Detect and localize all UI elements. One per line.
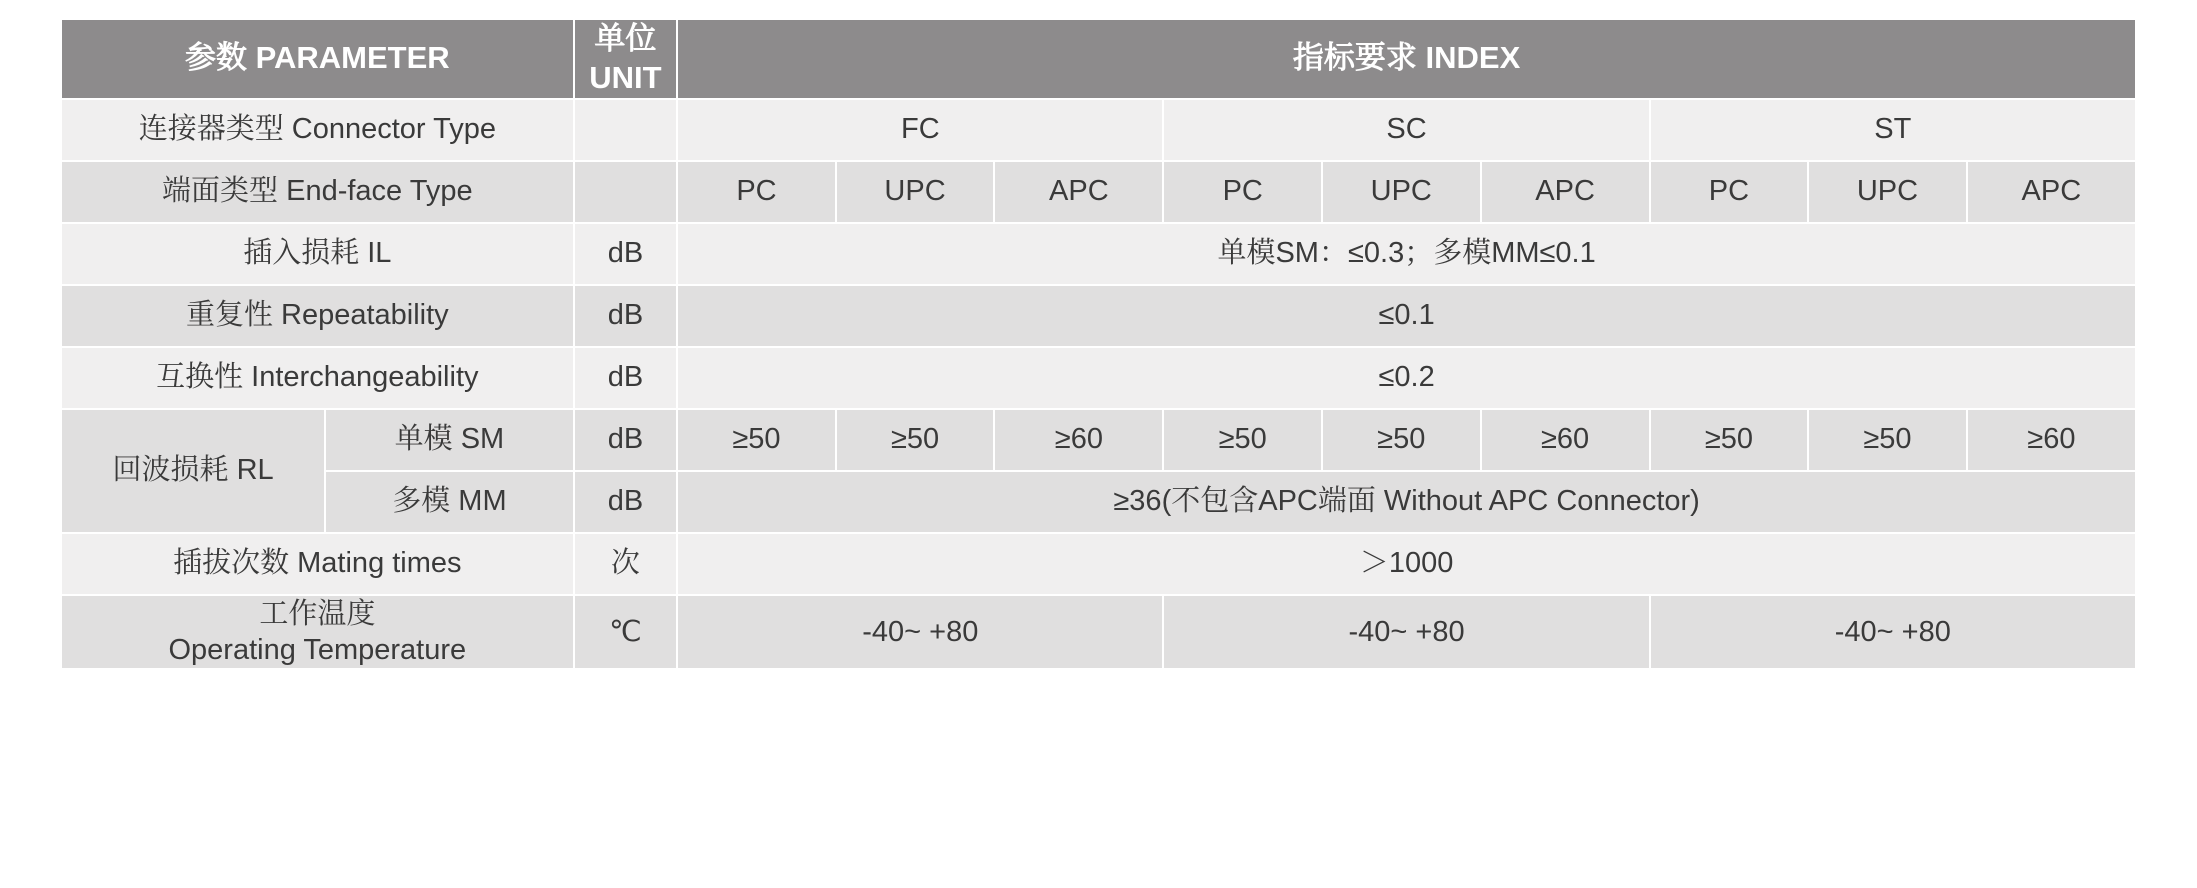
- header-parameter: 参数 PARAMETER: [61, 19, 574, 99]
- row-unit-endface-type: [574, 161, 678, 223]
- cell-endface-st-apc: APC: [1967, 161, 2136, 223]
- row-unit-return-loss-sm: dB: [574, 409, 678, 471]
- row-unit-repeatability: dB: [574, 285, 678, 347]
- row-label-connector-type: 连接器类型 Connector Type: [61, 99, 574, 161]
- row-label-return-loss: 回波损耗 RL: [61, 409, 325, 533]
- row-label-repeatability: 重复性 Repeatability: [61, 285, 574, 347]
- row-label-endface-type: 端面类型 End-face Type: [61, 161, 574, 223]
- row-sublabel-multi-mode: 多模 MM: [325, 471, 573, 533]
- specification-table: [60, 18, 2137, 670]
- row-label-operating-temperature: [61, 595, 574, 670]
- cell-rl-sm-st-apc: ≥60: [1967, 409, 2136, 471]
- header-unit-line1: 单位: [594, 21, 657, 56]
- operating-temperature-label-cn: 工作温度: [259, 597, 376, 630]
- cell-endface-st-upc: UPC: [1808, 161, 1967, 223]
- cell-rl-sm-fc-pc: ≥50: [677, 409, 836, 471]
- cell-temp-fc: -40~ +80: [677, 595, 1163, 670]
- header-unit-line2: UNIT: [589, 59, 662, 95]
- row-insertion-loss: [61, 223, 2136, 285]
- row-sublabel-single-mode: 单模 SM: [325, 409, 573, 471]
- cell-endface-st-pc: PC: [1650, 161, 1809, 223]
- cell-connector-sc: SC: [1163, 99, 1649, 161]
- header-index: 指标要求 INDEX: [677, 19, 2136, 99]
- cell-rl-sm-sc-apc: ≥60: [1481, 409, 1650, 471]
- cell-endface-sc-pc: PC: [1163, 161, 1322, 223]
- row-interchangeability: [61, 347, 2136, 409]
- row-unit-return-loss-mm: dB: [574, 471, 678, 533]
- cell-endface-sc-upc: UPC: [1322, 161, 1481, 223]
- cell-connector-fc: FC: [677, 99, 1163, 161]
- cell-rl-sm-fc-apc: ≥60: [994, 409, 1163, 471]
- row-label-insertion-loss: 插入损耗 IL: [61, 223, 574, 285]
- cell-endface-fc-pc: PC: [677, 161, 836, 223]
- cell-rl-sm-sc-upc: ≥50: [1322, 409, 1481, 471]
- cell-endface-fc-apc: APC: [994, 161, 1163, 223]
- header-unit: [574, 19, 678, 99]
- cell-repeatability-value: ≤0.1: [677, 285, 2136, 347]
- cell-connector-st: ST: [1650, 99, 2136, 161]
- cell-interchangeability-value: ≤0.2: [677, 347, 2136, 409]
- cell-temp-st: -40~ +80: [1650, 595, 2136, 670]
- row-unit-mating-times: 次: [574, 533, 678, 595]
- row-endface-type: [61, 161, 2136, 223]
- cell-endface-sc-apc: APC: [1481, 161, 1650, 223]
- row-unit-interchangeability: dB: [574, 347, 678, 409]
- row-return-loss-mm: [61, 471, 2136, 533]
- operating-temperature-label-en: Operating Temperature: [168, 633, 467, 666]
- row-label-mating-times: 插拔次数 Mating times: [61, 533, 574, 595]
- cell-insertion-loss-value: 单模SM：≤0.3；多模MM≤0.1: [677, 223, 2136, 285]
- cell-rl-mm-value: ≥36(不包含APC端面 Without APC Connector): [677, 471, 2136, 533]
- cell-rl-sm-st-upc: ≥50: [1808, 409, 1967, 471]
- table-header-row: [61, 19, 2136, 99]
- row-operating-temperature: [61, 595, 2136, 670]
- row-label-interchangeability: 互换性 Interchangeability: [61, 347, 574, 409]
- cell-rl-sm-st-pc: ≥50: [1650, 409, 1809, 471]
- cell-endface-fc-upc: UPC: [836, 161, 995, 223]
- row-repeatability: [61, 285, 2136, 347]
- cell-temp-sc: -40~ +80: [1163, 595, 1649, 670]
- cell-mating-times-value: ＞1000: [677, 533, 2136, 595]
- row-unit-insertion-loss: dB: [574, 223, 678, 285]
- cell-rl-sm-sc-pc: ≥50: [1163, 409, 1322, 471]
- row-mating-times: [61, 533, 2136, 595]
- cell-rl-sm-fc-upc: ≥50: [836, 409, 995, 471]
- row-unit-operating-temperature: ℃: [574, 595, 678, 670]
- row-unit-connector-type: [574, 99, 678, 161]
- row-connector-type: [61, 99, 2136, 161]
- row-return-loss-sm: [61, 409, 2136, 471]
